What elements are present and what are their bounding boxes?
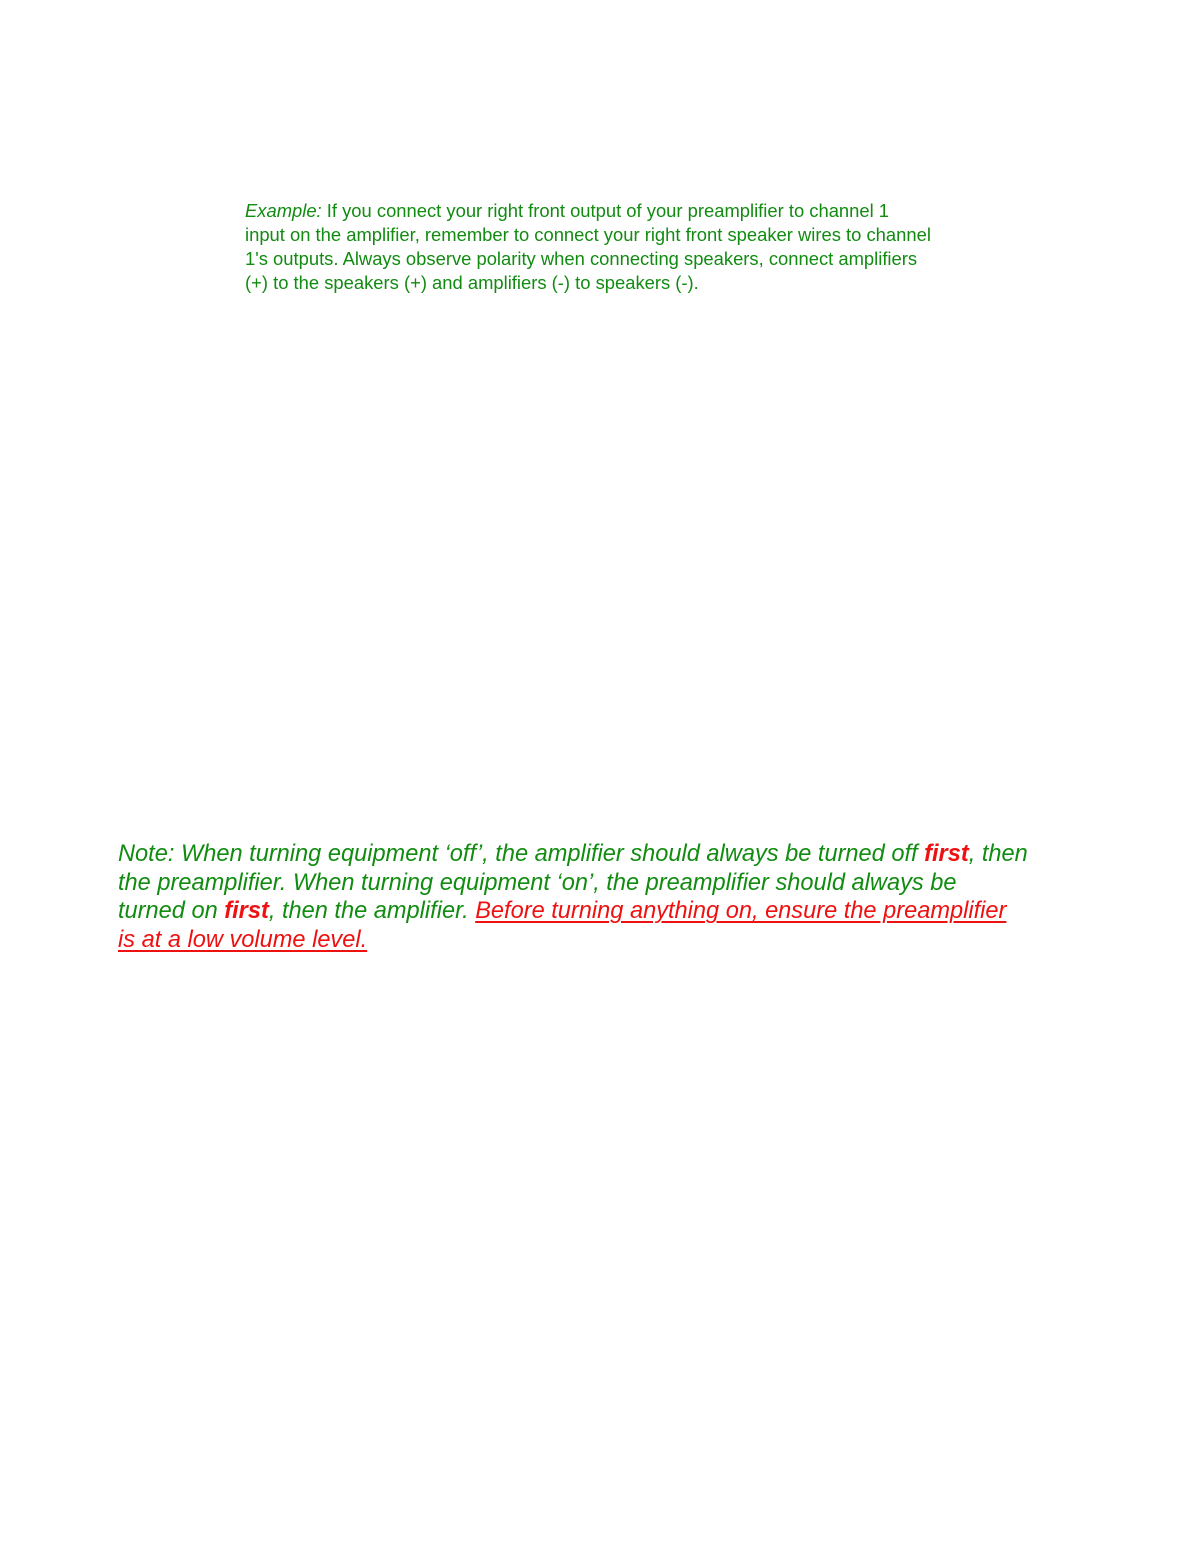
note-warning-part-1: Before turning anything on, ensure the preamplifier bbox=[475, 898, 1007, 924]
example-line-3: 1's outputs. Always observe polarity when connecting speakers, connect amplifiers bbox=[245, 248, 918, 269]
example-paragraph bbox=[245, 199, 1015, 295]
note-text-1b: , then bbox=[968, 841, 1028, 867]
note-line-1 bbox=[118, 840, 1118, 869]
note-emphasis-first-2: first bbox=[224, 898, 269, 924]
note-text-1a: Note: When turning equipment ‘off’, the amplifier should always be turned off bbox=[118, 841, 925, 867]
example-line-4: (+) to the speakers (+) and amplifiers (-) to speakers (-). bbox=[245, 272, 699, 293]
note-emphasis-first-1: first bbox=[924, 841, 969, 867]
note-text-3a: turned on bbox=[118, 898, 225, 924]
note-text-3b: , then the amplifier. bbox=[268, 898, 476, 924]
note-warning-part-2: is at a low volume level. bbox=[118, 926, 368, 953]
note-line-4 bbox=[118, 926, 1118, 955]
example-line-2: input on the amplifier, remember to connect your right front speaker wires to channel bbox=[245, 224, 931, 245]
note-paragraph bbox=[118, 840, 1118, 954]
note-line-2: the preamplifier. When turning equipment ‘on’, the preamplifier should always be bbox=[118, 869, 957, 896]
example-line-1 bbox=[245, 199, 1015, 223]
example-lead-label: Example: bbox=[245, 200, 322, 221]
note-line-3 bbox=[118, 897, 1118, 926]
example-text-line-1: If you connect your right front output of your preamplifier to channel 1 bbox=[321, 200, 890, 221]
